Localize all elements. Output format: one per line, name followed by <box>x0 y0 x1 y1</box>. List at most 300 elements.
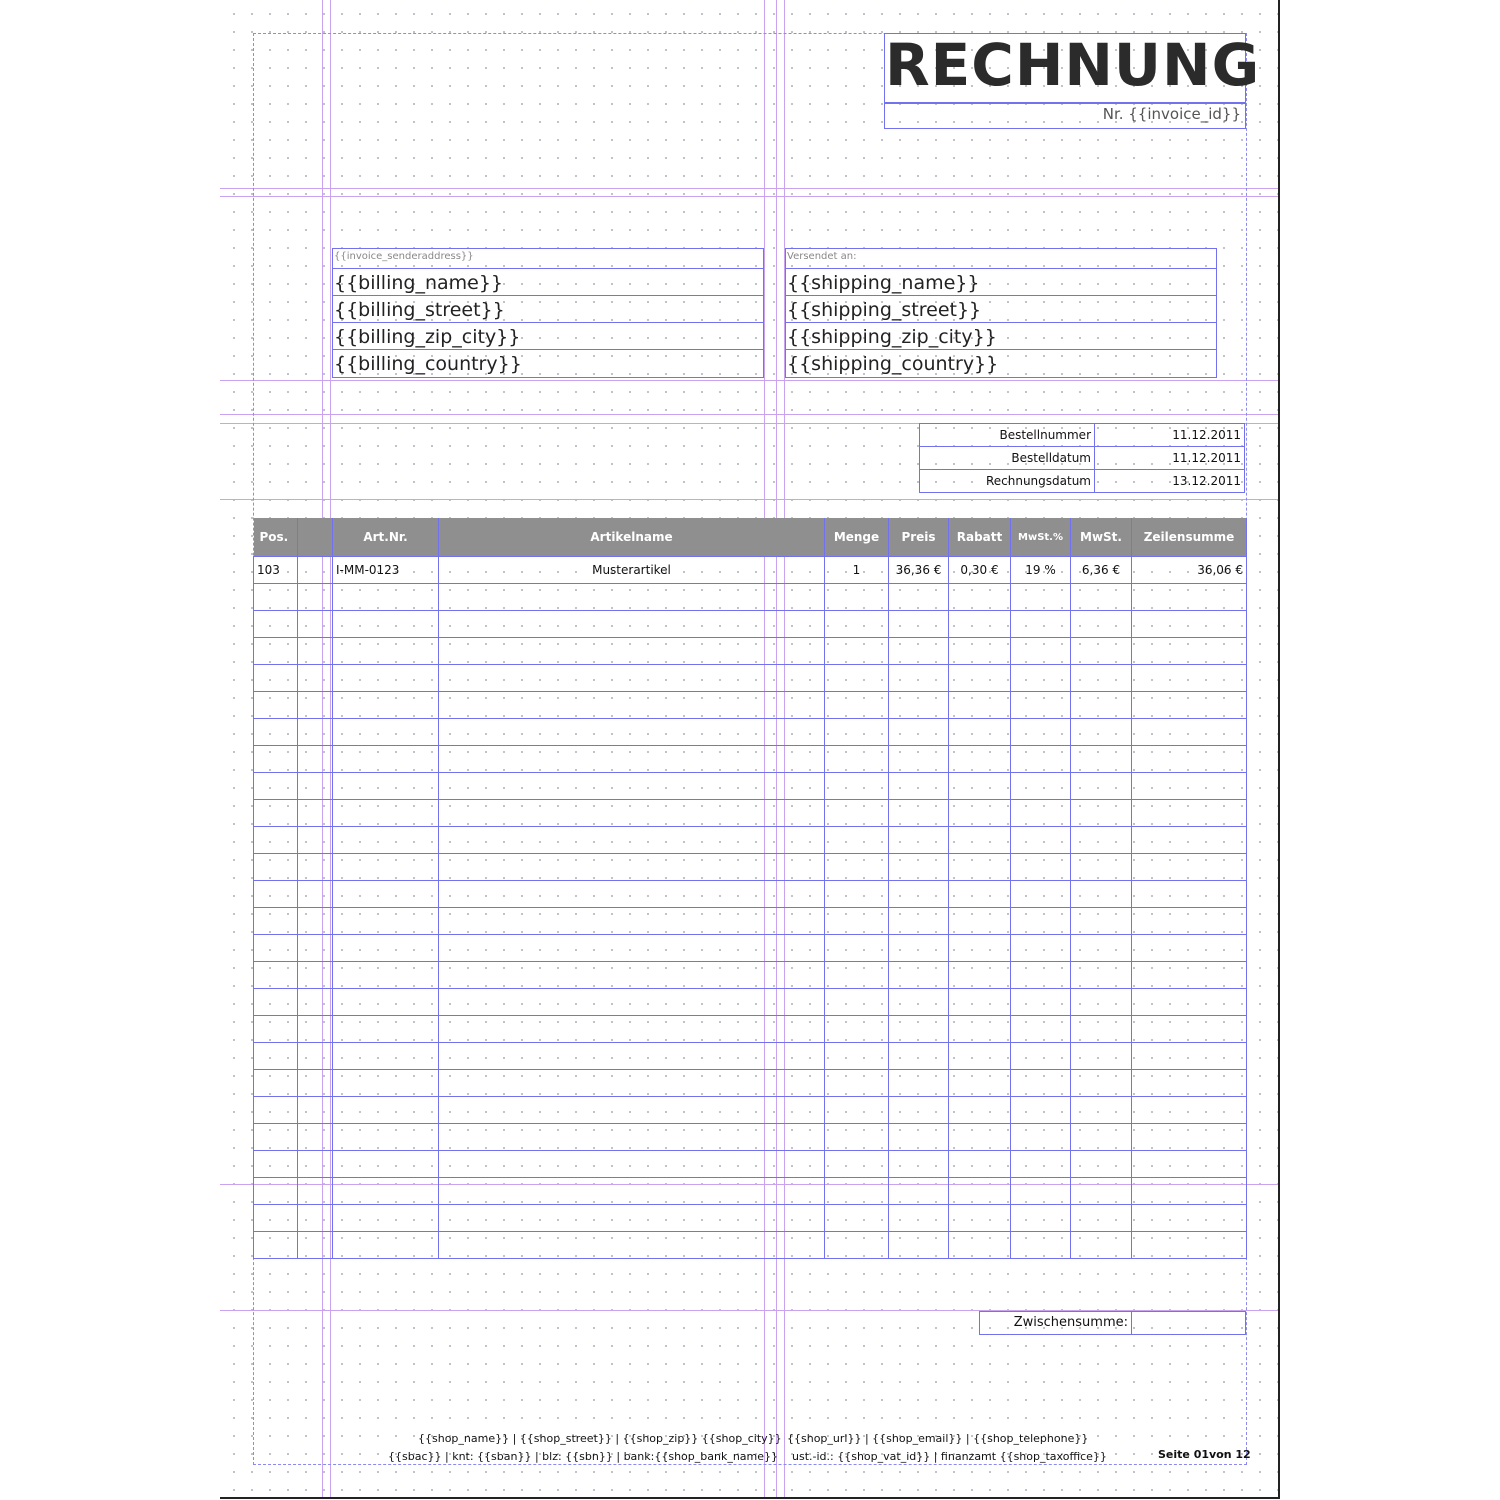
empty-cell <box>825 638 889 665</box>
empty-cell <box>889 773 949 800</box>
empty-cell <box>439 854 825 881</box>
empty-cell <box>889 665 949 692</box>
empty-cell <box>333 1016 439 1043</box>
empty-cell <box>949 1070 1011 1097</box>
empty-cell <box>254 665 298 692</box>
empty-cell <box>298 1070 333 1097</box>
empty-cell <box>1071 908 1132 935</box>
empty-cell <box>889 1178 949 1205</box>
empty-cell <box>333 1043 439 1070</box>
empty-cell <box>1011 1178 1071 1205</box>
empty-cell <box>333 881 439 908</box>
empty-cell <box>1132 746 1247 773</box>
empty-cell <box>439 692 825 719</box>
order-meta-table <box>919 423 1245 493</box>
empty-cell <box>889 1043 949 1070</box>
empty-cell <box>825 854 889 881</box>
empty-cell <box>825 827 889 854</box>
col-header-art-nr: Art.Nr. <box>333 518 439 557</box>
empty-cell <box>1011 584 1071 611</box>
empty-cell <box>298 665 333 692</box>
empty-cell <box>949 1097 1011 1124</box>
empty-cell <box>825 1070 889 1097</box>
footer-shop-address: {{shop_name}} | {{shop_street}} | {{shop_zip}} {{shop_city}} <box>418 1432 782 1445</box>
empty-cell <box>1011 1232 1071 1259</box>
empty-cell <box>439 638 825 665</box>
empty-cell <box>1132 989 1247 1016</box>
meta-row <box>920 470 1245 493</box>
empty-cell <box>254 611 298 638</box>
empty-table-row <box>254 1043 1247 1070</box>
empty-cell <box>1132 1016 1247 1043</box>
empty-cell <box>254 1124 298 1151</box>
empty-cell <box>949 1043 1011 1070</box>
empty-cell <box>1011 1016 1071 1043</box>
empty-cell <box>298 908 333 935</box>
empty-cell <box>889 908 949 935</box>
empty-cell <box>1071 962 1132 989</box>
empty-cell <box>333 665 439 692</box>
empty-cell <box>889 1151 949 1178</box>
billing-name: {{billing_name}} <box>332 270 764 296</box>
empty-cell <box>333 962 439 989</box>
table-row <box>254 557 1247 584</box>
empty-cell <box>1071 881 1132 908</box>
empty-cell <box>1132 1232 1247 1259</box>
empty-cell <box>439 908 825 935</box>
empty-cell <box>889 584 949 611</box>
empty-cell <box>439 1205 825 1232</box>
empty-cell <box>889 1016 949 1043</box>
empty-cell <box>298 854 333 881</box>
empty-table-row <box>254 1124 1247 1151</box>
cell-spacer <box>298 557 333 584</box>
empty-cell <box>298 989 333 1016</box>
empty-cell <box>1071 827 1132 854</box>
empty-cell <box>1071 1070 1132 1097</box>
empty-cell <box>333 1205 439 1232</box>
empty-cell <box>439 962 825 989</box>
empty-cell <box>333 989 439 1016</box>
col-header-preis: Preis <box>889 518 949 557</box>
empty-cell <box>333 1097 439 1124</box>
empty-cell <box>1071 1151 1132 1178</box>
empty-table-row <box>254 719 1247 746</box>
line-items-table <box>253 518 1247 1259</box>
empty-cell <box>889 1070 949 1097</box>
empty-cell <box>949 935 1011 962</box>
empty-table-row <box>254 1070 1247 1097</box>
empty-cell <box>333 773 439 800</box>
meta-value: 11.12.2011 <box>1095 447 1245 470</box>
empty-cell <box>439 746 825 773</box>
divider <box>332 268 764 269</box>
empty-cell <box>949 611 1011 638</box>
cell-rabatt: 0,30 € <box>949 557 1011 584</box>
empty-cell <box>298 800 333 827</box>
empty-cell <box>889 962 949 989</box>
col-header-menge: Menge <box>825 518 889 557</box>
empty-cell <box>1132 881 1247 908</box>
empty-cell <box>949 638 1011 665</box>
empty-cell <box>1011 800 1071 827</box>
empty-cell <box>333 827 439 854</box>
cell-mwst-percent: 19 % <box>1011 557 1071 584</box>
meta-label: Bestelldatum <box>920 447 1095 470</box>
empty-cell <box>949 665 1011 692</box>
empty-cell <box>439 1016 825 1043</box>
empty-cell <box>1011 1151 1071 1178</box>
empty-cell <box>1011 935 1071 962</box>
meta-value: 13.12.2011 <box>1095 470 1245 493</box>
empty-cell <box>439 719 825 746</box>
cell-pos: 103 <box>254 557 298 584</box>
cell-mwst: 6,36 € <box>1071 557 1132 584</box>
empty-cell <box>439 611 825 638</box>
empty-cell <box>949 746 1011 773</box>
empty-cell <box>1011 638 1071 665</box>
cell-zeilensumme: 36,06 € <box>1132 557 1247 584</box>
empty-cell <box>254 989 298 1016</box>
empty-cell <box>1011 1205 1071 1232</box>
meta-row <box>920 447 1245 470</box>
empty-cell <box>825 773 889 800</box>
empty-cell <box>825 719 889 746</box>
empty-cell <box>889 935 949 962</box>
cell-artikelname: Musterartikel <box>439 557 825 584</box>
shipping-street: {{shipping_street}} <box>785 297 1217 323</box>
empty-cell <box>298 935 333 962</box>
empty-cell <box>1132 1097 1247 1124</box>
empty-cell <box>333 1151 439 1178</box>
empty-cell <box>254 800 298 827</box>
empty-table-row <box>254 1178 1247 1205</box>
empty-cell <box>254 908 298 935</box>
empty-cell <box>333 1124 439 1151</box>
empty-cell <box>439 1043 825 1070</box>
empty-cell <box>949 989 1011 1016</box>
col-header-artikelname: Artikelname <box>439 518 825 557</box>
empty-table-row <box>254 584 1247 611</box>
empty-cell <box>1011 827 1071 854</box>
empty-cell <box>1132 665 1247 692</box>
meta-label: Rechnungsdatum <box>920 470 1095 493</box>
empty-cell <box>1071 800 1132 827</box>
empty-cell <box>889 719 949 746</box>
empty-cell <box>1071 1097 1132 1124</box>
col-header-mwst-percent: MwSt.% <box>1011 518 1071 557</box>
empty-cell <box>1071 773 1132 800</box>
empty-cell <box>439 1070 825 1097</box>
empty-cell <box>439 800 825 827</box>
empty-cell <box>949 962 1011 989</box>
empty-cell <box>333 800 439 827</box>
empty-cell <box>254 719 298 746</box>
empty-cell <box>333 584 439 611</box>
empty-cell <box>949 1178 1011 1205</box>
col-header-zeilensumme: Zeilensumme <box>1132 518 1247 557</box>
empty-cell <box>825 584 889 611</box>
empty-cell <box>1132 1151 1247 1178</box>
empty-cell <box>1071 611 1132 638</box>
empty-cell <box>889 692 949 719</box>
empty-cell <box>333 1178 439 1205</box>
empty-cell <box>889 611 949 638</box>
empty-cell <box>333 908 439 935</box>
empty-cell <box>298 1016 333 1043</box>
sender-address-label: {{invoice_senderaddress}} <box>334 251 474 262</box>
empty-cell <box>889 827 949 854</box>
empty-table-row <box>254 611 1247 638</box>
empty-cell <box>889 638 949 665</box>
empty-cell <box>298 746 333 773</box>
empty-cell <box>1071 692 1132 719</box>
empty-table-row <box>254 854 1247 881</box>
empty-cell <box>298 962 333 989</box>
col-header-pos: Pos. <box>254 518 298 557</box>
empty-cell <box>439 1232 825 1259</box>
empty-cell <box>333 638 439 665</box>
empty-cell <box>949 1124 1011 1151</box>
empty-cell <box>1071 665 1132 692</box>
empty-cell <box>298 1097 333 1124</box>
empty-cell <box>333 746 439 773</box>
divider <box>785 268 1217 269</box>
empty-cell <box>1011 881 1071 908</box>
footer-shop-contact: {{shop_url}} | {{shop_email}} | {{shop_telephone}} <box>787 1432 1089 1445</box>
empty-cell <box>949 908 1011 935</box>
empty-cell <box>254 881 298 908</box>
empty-table-row <box>254 638 1247 665</box>
empty-cell <box>439 881 825 908</box>
empty-cell <box>825 800 889 827</box>
empty-cell <box>298 1205 333 1232</box>
col-header-rabatt: Rabatt <box>949 518 1011 557</box>
empty-cell <box>889 1097 949 1124</box>
empty-cell <box>1011 962 1071 989</box>
empty-cell <box>1011 1070 1071 1097</box>
empty-cell <box>949 1151 1011 1178</box>
empty-cell <box>949 854 1011 881</box>
footer-tax-details: ust.-id.: {{shop_vat_id}} | finanzamt {{shop_taxoffice}} <box>792 1450 1107 1463</box>
empty-cell <box>254 773 298 800</box>
empty-table-row <box>254 908 1247 935</box>
empty-cell <box>949 773 1011 800</box>
empty-cell <box>1132 935 1247 962</box>
empty-cell <box>254 854 298 881</box>
empty-cell <box>1132 1043 1247 1070</box>
empty-cell <box>949 881 1011 908</box>
empty-cell <box>1071 1124 1132 1151</box>
empty-table-row <box>254 1232 1247 1259</box>
empty-cell <box>333 854 439 881</box>
empty-cell <box>1132 1070 1247 1097</box>
empty-cell <box>439 935 825 962</box>
empty-cell <box>889 1205 949 1232</box>
col-header-spacer <box>298 518 333 557</box>
empty-cell <box>298 1151 333 1178</box>
empty-table-row <box>254 989 1247 1016</box>
empty-cell <box>1132 908 1247 935</box>
empty-cell <box>254 1043 298 1070</box>
empty-cell <box>1132 827 1247 854</box>
empty-cell <box>1011 1097 1071 1124</box>
empty-table-row <box>254 827 1247 854</box>
empty-cell <box>1132 1205 1247 1232</box>
empty-cell <box>254 692 298 719</box>
empty-cell <box>254 1178 298 1205</box>
empty-cell <box>298 611 333 638</box>
empty-table-row <box>254 773 1247 800</box>
empty-table-row <box>254 1016 1247 1043</box>
empty-cell <box>333 692 439 719</box>
empty-table-row <box>254 1151 1247 1178</box>
empty-cell <box>254 1016 298 1043</box>
empty-cell <box>298 692 333 719</box>
empty-cell <box>1011 1043 1071 1070</box>
empty-cell <box>825 1232 889 1259</box>
empty-cell <box>1071 719 1132 746</box>
empty-cell <box>298 1178 333 1205</box>
empty-cell <box>1011 908 1071 935</box>
empty-table-row <box>254 962 1247 989</box>
invoice-title: RECHNUNG <box>884 33 1246 103</box>
empty-cell <box>298 638 333 665</box>
empty-cell <box>825 908 889 935</box>
empty-cell <box>825 881 889 908</box>
empty-cell <box>439 584 825 611</box>
empty-cell <box>254 935 298 962</box>
empty-cell <box>254 1070 298 1097</box>
billing-street: {{billing_street}} <box>332 297 764 323</box>
empty-cell <box>1071 854 1132 881</box>
empty-cell <box>1132 1178 1247 1205</box>
empty-cell <box>1071 989 1132 1016</box>
empty-cell <box>1132 638 1247 665</box>
empty-cell <box>333 1070 439 1097</box>
empty-cell <box>1071 584 1132 611</box>
empty-cell <box>254 746 298 773</box>
meta-row <box>920 424 1245 447</box>
shipping-zip-city: {{shipping_zip_city}} <box>785 324 1217 350</box>
empty-cell <box>1071 638 1132 665</box>
empty-cell <box>439 827 825 854</box>
empty-cell <box>298 1043 333 1070</box>
empty-cell <box>254 1205 298 1232</box>
invoice-number: Nr. {{invoice_id}} <box>884 103 1246 129</box>
empty-cell <box>825 746 889 773</box>
cell-menge: 1 <box>825 557 889 584</box>
empty-cell <box>439 1151 825 1178</box>
empty-cell <box>949 719 1011 746</box>
empty-cell <box>889 800 949 827</box>
empty-cell <box>889 881 949 908</box>
empty-cell <box>825 1205 889 1232</box>
empty-cell <box>298 773 333 800</box>
empty-cell <box>254 1097 298 1124</box>
empty-cell <box>298 584 333 611</box>
empty-cell <box>1132 584 1247 611</box>
empty-cell <box>333 1232 439 1259</box>
empty-cell <box>825 665 889 692</box>
empty-table-row <box>254 800 1247 827</box>
empty-cell <box>825 611 889 638</box>
table-header-row <box>254 518 1247 557</box>
empty-cell <box>1071 746 1132 773</box>
empty-cell <box>333 611 439 638</box>
empty-cell <box>1132 773 1247 800</box>
empty-cell <box>1011 611 1071 638</box>
empty-cell <box>1011 854 1071 881</box>
empty-cell <box>889 1232 949 1259</box>
empty-cell <box>254 584 298 611</box>
empty-cell <box>333 719 439 746</box>
empty-cell <box>949 584 1011 611</box>
col-header-mwst: MwSt. <box>1071 518 1132 557</box>
meta-label: Bestellnummer <box>920 424 1095 447</box>
empty-cell <box>254 962 298 989</box>
empty-cell <box>1011 1124 1071 1151</box>
empty-cell <box>254 1151 298 1178</box>
empty-cell <box>439 1178 825 1205</box>
subtotal-box <box>979 1311 1246 1335</box>
billing-zip-city: {{billing_zip_city}} <box>332 324 764 350</box>
empty-cell <box>825 1124 889 1151</box>
shipping-name: {{shipping_name}} <box>785 270 1217 296</box>
empty-cell <box>1011 989 1071 1016</box>
empty-cell <box>825 1043 889 1070</box>
empty-cell <box>439 1097 825 1124</box>
empty-cell <box>1071 1016 1132 1043</box>
empty-cell <box>333 935 439 962</box>
empty-cell <box>889 989 949 1016</box>
empty-cell <box>949 827 1011 854</box>
empty-table-row <box>254 746 1247 773</box>
empty-cell <box>298 1232 333 1259</box>
empty-cell <box>439 1124 825 1151</box>
empty-cell <box>825 1016 889 1043</box>
empty-cell <box>1132 1124 1247 1151</box>
footer-bank-details: {{sbac}} | knt: {{sban}} | blz: {{sbn}} | bank:{{shop_bank_name}} <box>388 1450 779 1463</box>
empty-cell <box>1071 935 1132 962</box>
empty-cell <box>825 692 889 719</box>
empty-cell <box>825 1097 889 1124</box>
empty-table-row <box>254 881 1247 908</box>
empty-table-row <box>254 665 1247 692</box>
empty-cell <box>825 989 889 1016</box>
empty-cell <box>825 1151 889 1178</box>
empty-cell <box>1071 1043 1132 1070</box>
empty-table-row <box>254 1097 1247 1124</box>
empty-cell <box>1011 773 1071 800</box>
empty-cell <box>298 881 333 908</box>
billing-country: {{billing_country}} <box>334 353 522 375</box>
cell-art-nr: I-MM-0123 <box>333 557 439 584</box>
empty-cell <box>949 1016 1011 1043</box>
empty-cell <box>949 1205 1011 1232</box>
empty-cell <box>889 854 949 881</box>
empty-cell <box>1011 746 1071 773</box>
empty-cell <box>298 827 333 854</box>
empty-cell <box>949 800 1011 827</box>
empty-cell <box>254 1232 298 1259</box>
subtotal-label: Zwischensumme: <box>980 1312 1132 1334</box>
empty-cell <box>1132 611 1247 638</box>
empty-cell <box>298 1124 333 1151</box>
shipping-label: Versendet an: <box>787 251 857 262</box>
empty-cell <box>1011 692 1071 719</box>
empty-cell <box>1071 1205 1132 1232</box>
